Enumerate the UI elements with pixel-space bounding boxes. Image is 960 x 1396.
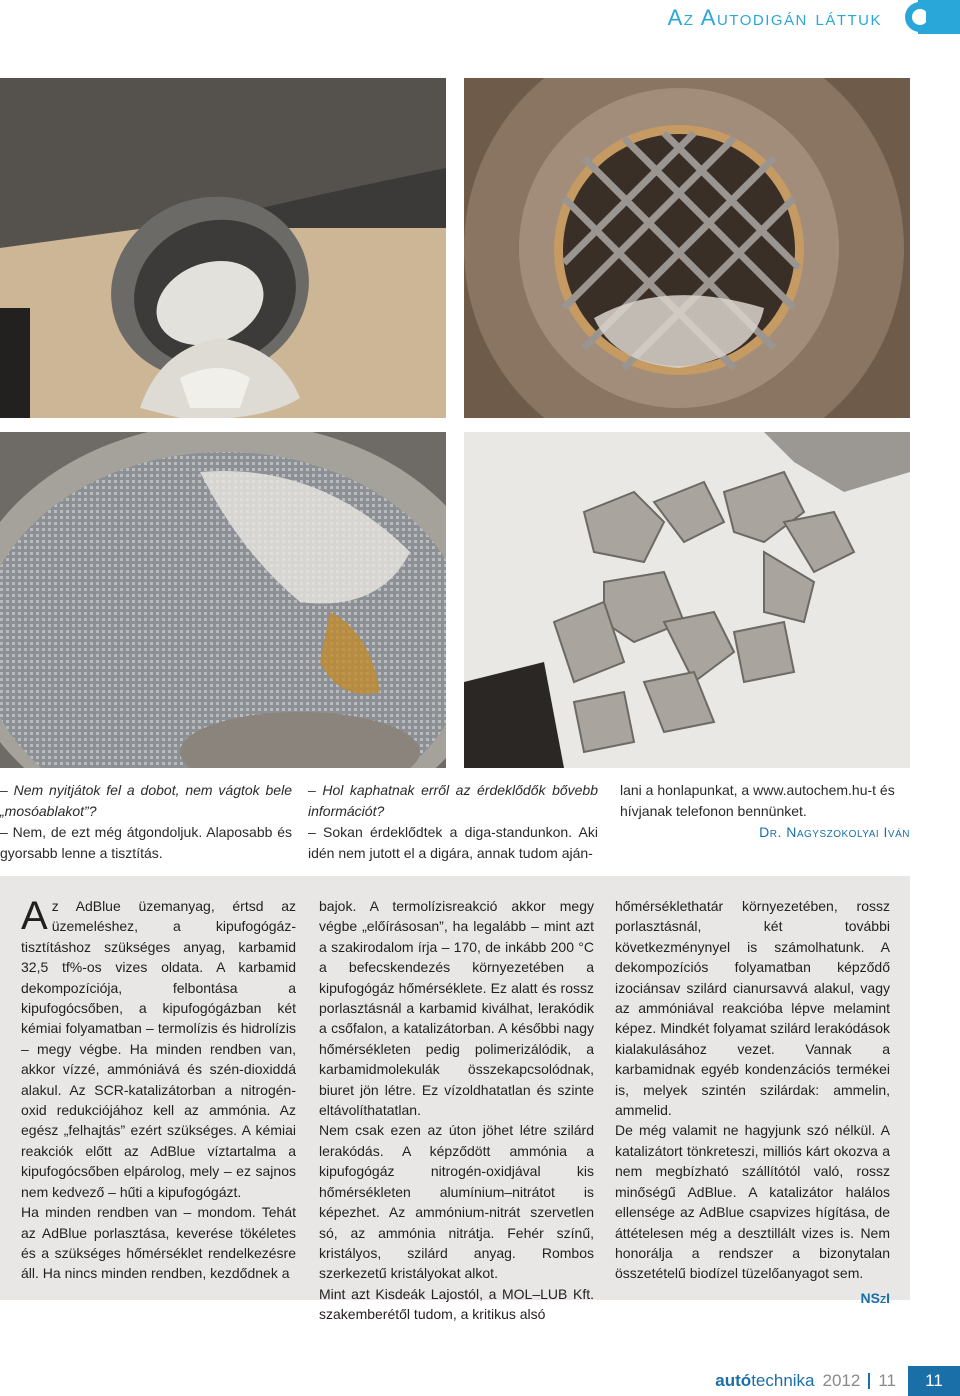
section-title: Az Autodigán láttuk	[667, 5, 882, 30]
paragraph: Nem csak ezen az úton jöhet létre szilárd lerakódás. A képződött ammónia a kipufogógáz nitrogén-oxidjával kis hőmérsékleten alumínium–nitrátot is képezhet. Az ammónium-nitrát szervetlen só, az ammónia nitrátja. Fehér színű, kristályos, szilárd anyag. Rombos szerkezetű kristályokat alkot.	[319, 1122, 594, 1282]
paragraph: hőmérséklethatár környezetében, rossz porlasztásnál, két további következménynyel is számolhatunk. A dekompozíciós folyamatban képződő izociánsav szilárd cianursavvá alakul, vagy az ammóniával reakcióba lépve melamint képez. Mindkét folyamat szilárd lerakódások kialakulásához vezet. Vannak a karbamidnak egyéb kondenzációs termékei is, melyek szintén szilárdak: ammelin, ammelid.	[615, 898, 890, 1119]
author-name: Dr. Nagyszokolyai Iván	[759, 824, 910, 840]
paragraph: Ha minden rendben van – mondom. Tehát az AdBlue porlasztása, keverése tökéletes és a szükséges hőmérséklet rendelkezésre áll. Ha nincs minden rendben, kezdődnek a	[21, 1204, 296, 1282]
caption-answer: – Sokan érdeklődtek a diga-standunkon. Aki idén nem jutott el a digára, annak tudom aján-	[308, 824, 598, 861]
footer-brand: technika	[751, 1371, 815, 1390]
caption-right	[620, 780, 910, 843]
article-column-3	[615, 896, 890, 1308]
page-footer	[715, 1366, 960, 1396]
magazine-logo-icon	[898, 0, 960, 34]
photo-dumped-drum	[0, 78, 446, 418]
paragraph: De még valamit ne hagyjunk szó nélkül. A katalizátort tönkreteszi, milliós kárt okozva a nem megbízható szállítótól való, rossz minőségű AdBlue. A katalizátor halálos ellensége az AdBlue csapvizes hígítása, de áttételesen még a desztillált vizes is. Nem honorálja a rendszer a bizonytalan összetételű biodízel tüzelőanyagot sem.	[615, 1122, 890, 1282]
footer-year: 2012	[822, 1371, 861, 1390]
photo-catalyst-grid	[464, 78, 910, 418]
paragraph: Mint azt Kisdeák Lajostól, a MOL–LUB Kft. szakemberétől tudom, a kritikus alsó	[319, 1285, 594, 1323]
page-number: 11	[908, 1366, 960, 1396]
caption-middle	[308, 780, 598, 864]
footer-issue: 11	[878, 1371, 896, 1390]
paragraph: z AdBlue üzemanyag, értsd az üzemeléshez, a kipufogógáz-tisztításhoz szükséges anyag, karbamid 32,5 tf%-os vizes oldata. A karbamid dekompozíciója, felbontása a kipufogócsőben, a kipufogógázban két kémiai folyamatban – termolízis és hidrolízis – megy végbe. Ha minden rendben van, akkor vízzé, ammóniává és szén-dioxiddá alakul. Az SCR-katalizátorban a nitrogén-oxid redukciójához kell az ammónia. Az egész „felhajtás” ezért szükséges. A kémiai reakciók előtt az AdBlue víztartalma a kipufogócsőben elpárolog, mely – ez sajnos nem kedvező – hűti a kipufogógázt.	[21, 898, 296, 1200]
caption-question: – Nem nyitjátok fel a dobot, nem vágtok bele „mosóablakot”?	[0, 782, 292, 819]
article-signature: NSzI	[860, 1289, 890, 1306]
photo-mesh-deposits	[0, 432, 446, 768]
paragraph: bajok. A termolízisreakció akkor megy végbe „előírásosan”, ha legalább – mint azt a szakirodalom írja – 170, de inkább 200 °C a befecskendezés környezetében a kipufogógáz hőmérséklete. Ez alatt és rossz porlasztásnál a karbamid kiválhat, lerakódik a csőfalon, a katalizátorban. A későbbi nagy hőmérsékleten pedig polimerizálódik, a karbamidmolekulák összekapcsolódnak, biuret jön létre. Ez vízoldhatatlan és szinte eltávolíthatatlan.	[319, 898, 594, 1119]
footer-separator	[868, 1373, 870, 1389]
caption-answer-continued: lani a honlapunkat, a www.autochem.hu-t és hívjanak telefonon bennünket.	[620, 782, 895, 819]
photo-deposit-chunks	[464, 432, 910, 768]
caption-answer: – Nem, de ezt még átgondoljuk. Alaposabb és gyorsabb lenne a tisztítás.	[0, 824, 292, 861]
article-column-1	[21, 896, 296, 1284]
caption-left	[0, 780, 292, 864]
caption-question: – Hol kaphatnak erről az érdeklődők bővebb információt?	[308, 782, 598, 819]
article-panel	[0, 876, 910, 1323]
footer-brand-bold: autó	[715, 1371, 752, 1390]
drop-cap: A	[21, 894, 48, 938]
article-column-2	[319, 896, 594, 1325]
